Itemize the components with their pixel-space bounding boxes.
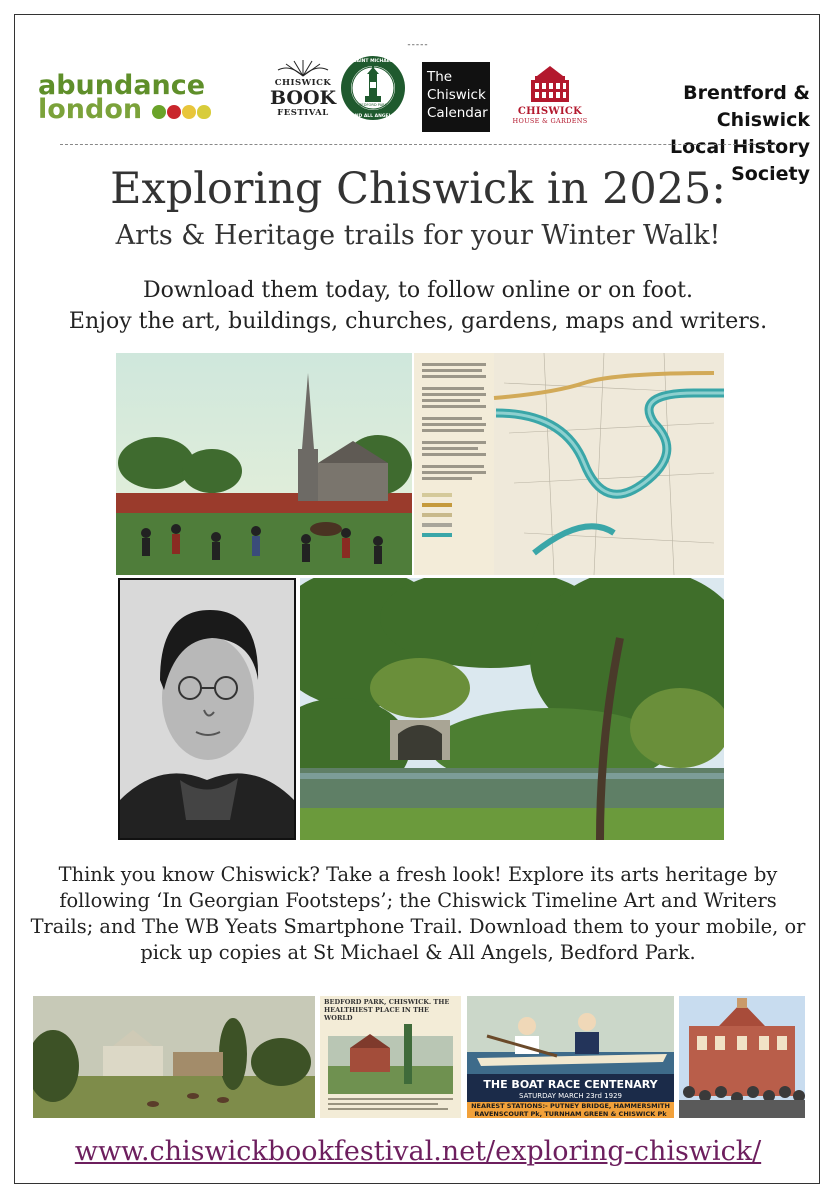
boat-race-title: THE BOAT RACE CENTENARY xyxy=(483,1078,658,1091)
local-history-line2: Local History Society xyxy=(670,136,810,185)
abundance-logo-word2: london xyxy=(38,94,143,125)
svg-text:AND ALL ANGELS: AND ALL ANGELS xyxy=(351,114,395,119)
abundance-london-logo xyxy=(38,70,268,126)
chiswick-gardens-lake-photo xyxy=(300,578,724,840)
house-logo-name: CHISWICK xyxy=(517,106,583,117)
chiswick-town-hall-collage xyxy=(679,996,805,1118)
st-michael-all-angels-logo xyxy=(340,52,406,118)
festival-link[interactable]: www.chiswickbookfestival.net/exploring-chiswick/ xyxy=(74,1136,762,1167)
chiswick-house-icon xyxy=(525,64,575,104)
boat-race-centenary-poster xyxy=(467,996,674,1118)
calendar-line1: The xyxy=(427,69,453,85)
fruit-icons xyxy=(152,102,212,126)
svg-text:BEDFORD PARK: BEDFORD PARK xyxy=(358,103,388,107)
intro-line1: Download them today, to follow online or on foot. xyxy=(143,278,693,303)
divider xyxy=(60,144,776,145)
abundance-logo-word1: abundance xyxy=(38,70,206,101)
top-mark: ----- xyxy=(407,40,429,50)
book-festival-line1: CHISWICK xyxy=(274,78,332,88)
body-text: Think you know Chiswick? Take a fresh look! Explore its arts heritage by following ‘In Georgian Footsteps’; the Chiswick Timeline Art and Writers Trails; and The WB Yeats Smartphone Trail. Download them to your mobile, or pick up copies at St Michael & All Angels, Bedford Park. xyxy=(30,863,806,964)
page-title: Exploring Chiswick in 2025: xyxy=(110,164,726,214)
wb-yeats-portrait xyxy=(118,578,296,840)
bedford-park-poster xyxy=(320,996,461,1118)
house-logo-sub: HOUSE & GARDENS xyxy=(512,117,588,125)
chiswick-book-festival-logo xyxy=(270,56,336,118)
chiswick-calendar-logo xyxy=(422,62,490,132)
chiswick-house-landscape-painting xyxy=(33,996,315,1118)
book-festival-line2: BOOK xyxy=(270,87,337,109)
calendar-line2: Chiswick xyxy=(427,87,486,103)
chiswick-house-gardens-logo xyxy=(510,64,590,125)
book-icon xyxy=(270,56,336,78)
bedford-park-poster-title: BEDFORD PARK, CHISWICK. THE HEALTHIEST PLACE IN THE WORLD xyxy=(324,998,450,1022)
intro-line2: Enjoy the art, buildings, churches, gardens, maps and writers. xyxy=(68,309,768,334)
page-subtitle: Arts & Heritage trails for your Winter Walk! xyxy=(115,220,721,251)
boat-race-stations: NEAREST STATIONS:- PUTNEY BRIDGE, HAMMERSMITH RAVENSCOURT Pk, TURNHAM GREEN & CHISWICK Pk xyxy=(471,1102,670,1118)
book-festival-line3: FESTIVAL xyxy=(277,108,329,118)
turnham-green-fair-painting xyxy=(116,353,412,575)
sponsor-logos xyxy=(38,50,810,185)
svg-text:SAINT MICHAEL: SAINT MICHAEL xyxy=(353,59,393,64)
calendar-line3: Calendar xyxy=(427,105,488,121)
local-history-line1: Brentford & Chiswick xyxy=(683,82,810,131)
historic-chiswick-map xyxy=(414,353,724,575)
boat-race-date: SATURDAY MARCH 23rd 1929 xyxy=(519,1092,622,1100)
intro-text xyxy=(0,275,836,337)
